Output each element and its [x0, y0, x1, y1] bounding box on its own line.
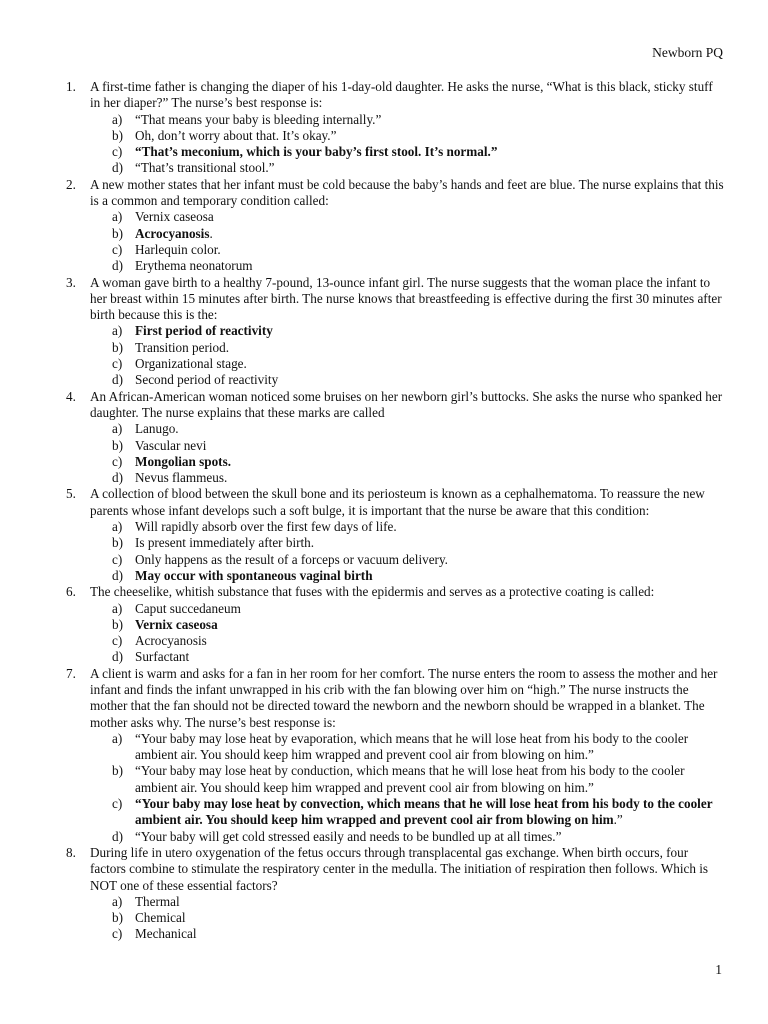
answer-option-correct [112, 144, 726, 160]
page-number: 1 [715, 962, 722, 977]
answer-options [112, 894, 726, 943]
option-label: d) [112, 258, 123, 274]
answer-option [112, 829, 726, 845]
answer-option-correct [112, 617, 726, 633]
option-label: d) [112, 567, 123, 583]
option-text: Mongolian spots. [135, 453, 231, 469]
option-text: Mechanical [135, 926, 197, 942]
option-label: a) [112, 519, 123, 535]
option-label: a) [112, 893, 123, 909]
answer-options [112, 519, 726, 584]
option-label: b) [112, 535, 123, 551]
option-text: “Your baby may lose heat by evaporation, which means that he will lose heat from his body to the cooler ambient air. You should keep him wrapped and prevent cool air from blowing on him.” [135, 730, 689, 763]
option-text-container [135, 454, 726, 470]
answer-option [112, 552, 726, 568]
answer-option [112, 894, 726, 910]
option-label: d) [112, 649, 123, 665]
option-text: Harlequin color. [135, 241, 221, 257]
question-text: A collection of blood between the skull bone and its periosteum is known as a cephalhematoma. To reassure the new parents whose infant develops such a soft bulge, it is important that the nurse be aware that this condition: [90, 486, 705, 518]
question-text: A woman gave birth to a healthy 7-pound, 13-ounce infant girl. The nurse suggests that the woman place the infant to her breast within 15 minutes after birth. The nurse knows that breastfeeding is effective during the first 30 minutes after birth because this is the: [90, 274, 722, 323]
option-label: d) [112, 470, 123, 486]
question-stem [66, 275, 726, 324]
question-number: 1. [66, 79, 76, 94]
option-text-container [135, 568, 726, 584]
option-suffix: . [209, 225, 213, 241]
option-text-container [135, 258, 726, 274]
question-item [66, 584, 726, 665]
option-label: c) [112, 356, 123, 372]
option-text: Vascular nevi [135, 437, 207, 453]
option-text: Oh, don’t worry about that. It’s okay.” [135, 127, 337, 143]
option-text-container [135, 144, 726, 160]
question-item [66, 79, 726, 177]
option-label: a) [112, 323, 123, 339]
option-text: Acrocyanosis [135, 225, 210, 241]
answer-options [112, 601, 726, 666]
answer-option [112, 112, 726, 128]
option-text: Is present immediately after birth. [135, 535, 315, 551]
option-label: b) [112, 763, 123, 779]
question-stem [66, 486, 726, 519]
option-text: Acrocyanosis [135, 633, 207, 649]
option-text: Only happens as the result of a forceps or vacuum delivery. [135, 551, 448, 567]
option-text: Lanugo. [135, 421, 179, 437]
answer-options [112, 421, 726, 486]
answer-option [112, 340, 726, 356]
question-list [66, 79, 726, 943]
answer-option [112, 258, 726, 274]
option-text-container [135, 470, 726, 486]
answer-option [112, 633, 726, 649]
option-text-container [135, 894, 726, 910]
option-text: Erythema neonatorum [135, 258, 253, 274]
option-text: Chemical [135, 910, 186, 926]
question-number: 2. [66, 176, 76, 192]
answer-option [112, 910, 726, 926]
option-text: Caput succedaneum [135, 600, 241, 616]
option-text-container [135, 209, 726, 225]
answer-option-correct [112, 568, 726, 584]
option-text-container [135, 829, 726, 845]
option-text-container [135, 242, 726, 258]
question-item [66, 666, 726, 845]
option-text: “That’s transitional stool.” [135, 160, 275, 176]
option-text: Nevus flammeus. [135, 470, 228, 486]
answer-option-correct [112, 226, 726, 242]
answer-options [112, 323, 726, 388]
option-label: b) [112, 437, 123, 453]
option-text-container [135, 552, 726, 568]
answer-option [112, 470, 726, 486]
question-number: 6. [66, 584, 76, 600]
question-item [66, 177, 726, 275]
answer-option-correct [112, 796, 726, 829]
question-stem [66, 666, 726, 731]
answer-option [112, 438, 726, 454]
option-text-container [135, 535, 726, 551]
question-item [66, 389, 726, 487]
option-text-container [135, 617, 726, 633]
page-header: Newborn PQ [652, 45, 723, 60]
option-text-container [135, 926, 726, 942]
option-text: Vernix caseosa [135, 616, 218, 632]
option-text-container [135, 356, 726, 372]
question-number: 8. [66, 844, 76, 860]
option-text-container [135, 128, 726, 144]
option-label: a) [112, 111, 123, 127]
answer-option [112, 649, 726, 665]
answer-option [112, 926, 726, 942]
answer-option [112, 519, 726, 535]
answer-option-correct [112, 323, 726, 339]
option-label: c) [112, 796, 123, 812]
option-label: c) [112, 633, 123, 649]
question-number: 7. [66, 665, 76, 681]
answer-option [112, 372, 726, 388]
option-label: d) [112, 828, 123, 844]
option-text: Transition period. [135, 339, 230, 355]
option-label: c) [112, 144, 123, 160]
option-label: d) [112, 160, 123, 176]
option-text: “That means your baby is bleeding internally.” [135, 111, 382, 127]
answer-option [112, 209, 726, 225]
question-stem [66, 389, 726, 422]
option-label: c) [112, 551, 123, 567]
option-label: c) [112, 241, 123, 257]
option-text-container [135, 601, 726, 617]
question-text: A new mother states that her infant must be cold because the baby’s hands and feet are blue. The nurse explains that this is a common and temporary condition called: [90, 176, 724, 209]
option-label: a) [112, 600, 123, 616]
answer-option [112, 242, 726, 258]
option-label: b) [112, 616, 123, 632]
option-label: b) [112, 225, 123, 241]
question-number: 4. [66, 388, 76, 404]
question-number: 3. [66, 274, 76, 290]
option-text: Surfactant [135, 649, 190, 665]
question-item [66, 486, 726, 584]
question-text: The cheeselike, whitish substance that fuses with the epidermis and serves as a protective coating is called: [90, 584, 655, 600]
option-text-container [135, 421, 726, 437]
option-text-container [135, 649, 726, 665]
option-text: “Your baby may lose heat by conduction, which means that he will lose heat from his body to the cooler ambient air. You should keep him wrapped and prevent cool air from blowing on him.” [135, 763, 685, 795]
answer-options [112, 209, 726, 274]
answer-option [112, 763, 726, 796]
question-stem [66, 584, 726, 600]
question-text: During life in utero oxygenation of the fetus occurs through transplacental gas exchange. When birth occurs, four factors combine to stimulate the respiratory center in the medulla. The initiation of respiration then follows. Which is NOT one of these essential factors? [90, 844, 709, 893]
option-text-container [135, 731, 726, 764]
option-text: “Your baby may lose heat by convection, which means that he will lose heat from his body to the cooler ambient air. You should keep him wrapped and prevent cool air from blowing on him [135, 796, 713, 828]
option-label: a) [112, 730, 123, 746]
option-text-container [135, 796, 726, 829]
option-text-container [135, 372, 726, 388]
option-label: c) [112, 453, 123, 469]
option-label: d) [112, 372, 123, 388]
answer-option [112, 601, 726, 617]
option-text: Second period of reactivity [135, 372, 279, 388]
question-number: 5. [66, 486, 76, 502]
option-text-container [135, 340, 726, 356]
question-text: A first-time father is changing the diaper of his 1-day-old daughter. He asks the nurse, “What is this black, sticky stuff in her diaper?” The nurse’s best response is: [90, 79, 713, 111]
option-label: c) [112, 926, 123, 942]
option-text: May occur with spontaneous vaginal birth [135, 567, 373, 583]
option-text-container [135, 519, 726, 535]
option-text-container [135, 763, 726, 796]
option-suffix: .” [613, 812, 623, 828]
option-label: a) [112, 209, 123, 225]
answer-option [112, 128, 726, 144]
question-stem [66, 177, 726, 210]
question-item [66, 275, 726, 389]
option-text: Thermal [135, 893, 180, 909]
option-text-container [135, 323, 726, 339]
answer-option [112, 160, 726, 176]
option-text-container [135, 226, 726, 242]
answer-option [112, 356, 726, 372]
answer-option-correct [112, 454, 726, 470]
option-text-container [135, 160, 726, 176]
option-text: First period of reactivity [135, 323, 273, 339]
option-text: “That’s meconium, which is your baby’s first stool. It’s normal.” [135, 144, 498, 160]
option-text: “Your baby will get cold stressed easily and needs to be bundled up at all times.” [135, 828, 562, 844]
option-text-container [135, 112, 726, 128]
question-text: An African-American woman noticed some bruises on her newborn girl’s buttocks. She asks the nurse who spanked her daughter. The nurse explains that these marks are called [90, 388, 723, 420]
option-label: b) [112, 339, 123, 355]
option-label: b) [112, 127, 123, 143]
option-text-container [135, 633, 726, 649]
question-text: A client is warm and asks for a fan in her room for her comfort. The nurse enters the room to assess the mother and her infant and finds the infant unwrapped in his crib with the fan blowing over him on “high.” The nurse instructs the mother that the fan should not be directed toward the newborn and the newborn should be wrapped in a blanket. The mother asks why. The nurse’s best response is: [90, 665, 718, 730]
option-text-container [135, 910, 726, 926]
answer-options [112, 112, 726, 177]
answer-options [112, 731, 726, 845]
option-text-container [135, 438, 726, 454]
question-stem [66, 79, 726, 112]
option-text: Will rapidly absorb over the first few days of life. [135, 519, 397, 535]
answer-option [112, 535, 726, 551]
question-stem [66, 845, 726, 894]
answer-option [112, 421, 726, 437]
option-text: Organizational stage. [135, 356, 247, 372]
question-item [66, 845, 726, 943]
option-label: a) [112, 421, 123, 437]
option-text: Vernix caseosa [135, 209, 214, 225]
option-label: b) [112, 910, 123, 926]
answer-option [112, 731, 726, 764]
